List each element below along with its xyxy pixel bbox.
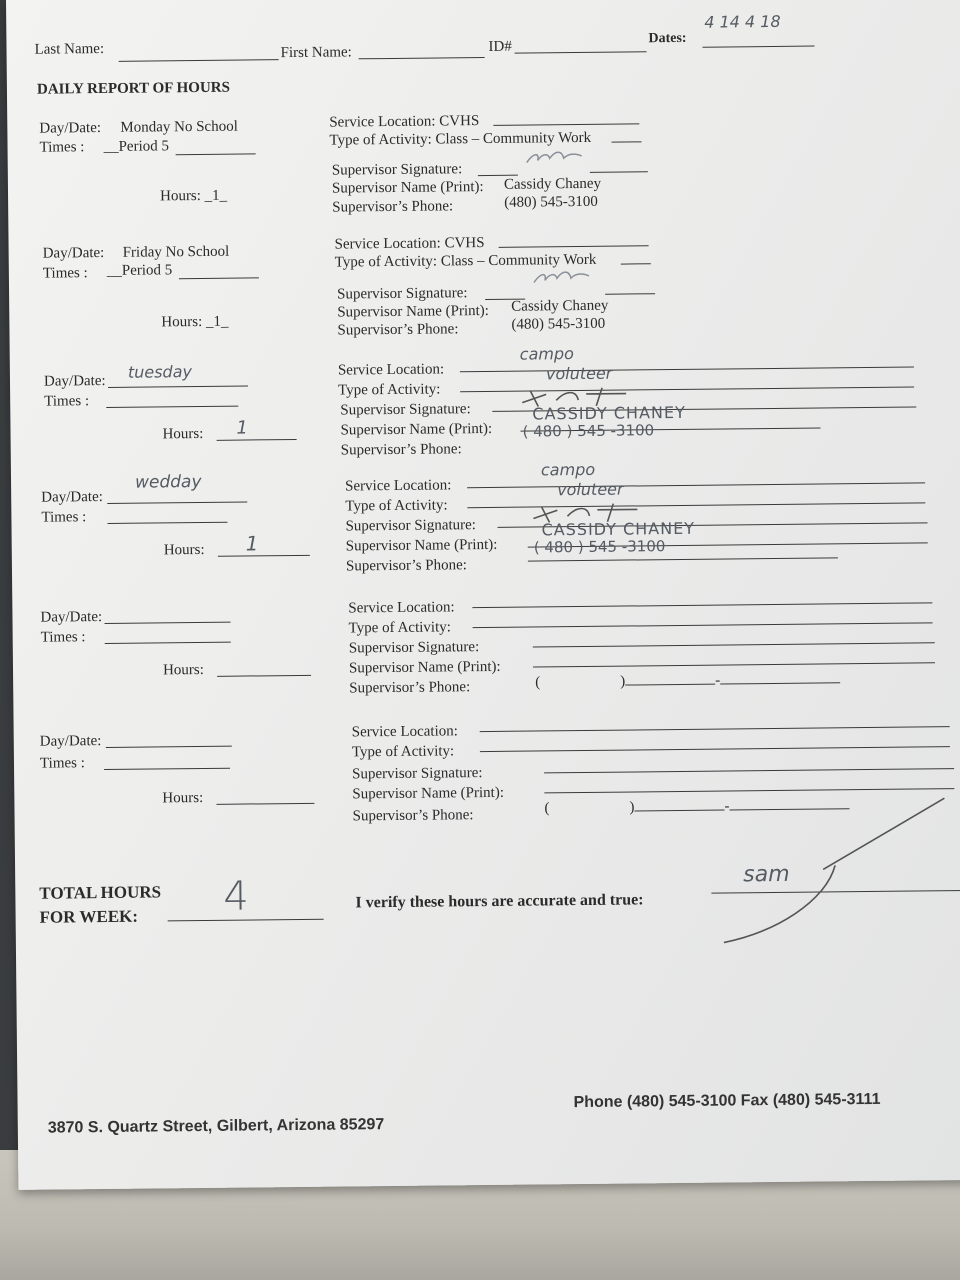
service-location: Service Location: CVHS <box>334 235 485 253</box>
service-location-hand: campo <box>519 344 574 364</box>
supervisor-phone-label: Supervisor’s Phone: <box>340 441 462 459</box>
times-line <box>106 406 238 408</box>
dates-field <box>703 46 815 48</box>
day-date-line <box>106 746 232 748</box>
hours-label: Hours: <box>162 789 204 807</box>
activity-line <box>473 622 933 628</box>
supervisor-phone-value: (480) 545-3100 <box>504 193 598 211</box>
verify-label: I verify these hours are accurate and true: <box>355 891 644 912</box>
times-value: __Period 5 <box>106 262 173 279</box>
times-line <box>104 768 230 770</box>
hours-hand: 1 <box>245 531 259 556</box>
times-label: Times : <box>40 629 86 646</box>
service-location-label: Service Location: <box>351 723 458 741</box>
hours-line <box>217 439 297 441</box>
times-label: Times : <box>39 755 85 772</box>
activity-hand: voluteer <box>545 363 613 384</box>
hours-label: Hours: <box>162 661 204 679</box>
supervisor-name-label: Supervisor Name (Print): <box>340 420 493 439</box>
supervisor-signature-2 <box>529 264 599 291</box>
times-value: __Period 5 <box>103 138 170 155</box>
total-hours-hand: 4 <box>223 873 250 920</box>
day-date-line <box>108 385 248 387</box>
times-line <box>176 153 256 155</box>
phone-blank: ( ) - <box>535 671 840 691</box>
service-location-line <box>499 245 649 248</box>
supervisor-name-hand: CASSIDY CHANEY <box>532 402 686 424</box>
day-date-label: Day/Date: <box>39 120 102 137</box>
supervisor-name-hand: CASSIDY CHANEY <box>541 518 696 540</box>
supervisor-name-label: Supervisor Name (Print): <box>348 658 501 677</box>
day-date-value: Friday No School <box>122 243 230 261</box>
times-label: Times : <box>42 265 88 282</box>
signature-line <box>533 642 935 647</box>
day-date-label: Day/Date: <box>40 609 103 626</box>
timesheet-page <box>6 0 960 1190</box>
hours-value: Hours: _1_ <box>161 313 229 331</box>
hours-line <box>216 803 314 805</box>
activity-hand: voluteer <box>557 479 624 500</box>
supervisor-signature-label: Supervisor Signature: <box>352 765 483 783</box>
supervisor-phone-value: (480) 545-3100 <box>511 315 606 333</box>
signature-line-b <box>605 293 655 295</box>
verify-signature-hand: sam <box>743 861 790 888</box>
dates-label: Dates: <box>648 30 687 47</box>
id-field <box>515 51 647 53</box>
type-of-activity: Type of Activity: Class – Community Work <box>334 251 597 271</box>
supervisor-phone-label: Supervisor’s Phone: <box>332 198 454 216</box>
day-date-label: Day/Date: <box>42 244 105 262</box>
supervisor-phone-label: Supervisor’s Phone: <box>345 557 468 575</box>
service-location-line <box>480 726 950 732</box>
service-location-line <box>460 367 914 373</box>
supervisor-phone-hand: ( 480 ) 545 -3100 <box>533 537 666 557</box>
day-date-label: Day/Date: <box>39 733 102 750</box>
service-location-label: Service Location: <box>345 477 452 495</box>
supervisor-signature-label: Supervisor Signature: <box>331 161 463 179</box>
supervisor-signature-label: Supervisor Signature: <box>345 517 477 535</box>
supervisor-phone-line <box>528 557 838 561</box>
first-name-label: First Name: <box>280 44 352 62</box>
day-date-label: Day/Date: <box>41 489 103 506</box>
hours-label: Hours: <box>163 541 205 559</box>
supervisor-name-line <box>533 662 935 667</box>
type-of-activity-label: Type of Activity: <box>348 619 451 637</box>
last-name-field <box>119 59 279 62</box>
supervisor-signature-label: Supervisor Signature: <box>340 401 471 419</box>
hours-hand: 1 <box>236 417 249 439</box>
activity-line <box>480 746 950 752</box>
type-of-activity-label: Type of Activity: <box>345 497 448 515</box>
type-of-activity: Type of Activity: Class – Community Work <box>329 129 592 149</box>
verify-signature-stroke <box>704 790 960 953</box>
supervisor-name-label: Supervisor Name (Print): <box>352 784 505 803</box>
supervisor-signature-1 <box>522 144 592 171</box>
supervisor-name-label: Supervisor Name (Print): <box>345 536 498 555</box>
total-hours-label-2: FOR WEEK: <box>39 906 139 927</box>
type-of-activity-label: Type of Activity: <box>338 381 441 399</box>
times-line <box>107 522 227 524</box>
hours-line <box>217 675 311 677</box>
activity-line <box>621 263 651 264</box>
supervisor-phone-label: Supervisor’s Phone: <box>352 807 474 825</box>
supervisor-name-value: Cassidy Chaney <box>503 175 602 193</box>
supervisor-signature-label: Supervisor Signature: <box>337 285 468 303</box>
footer-phone-fax: Phone (480) 545-3100 Fax (480) 545-3111 <box>573 1090 881 1112</box>
day-date-hand: wedday <box>134 471 202 493</box>
id-label: ID# <box>488 38 512 55</box>
last-name-label: Last Name: <box>34 40 105 58</box>
form-title: DAILY REPORT OF HOURS <box>36 79 230 98</box>
supervisor-phone-label: Supervisor’s Phone: <box>349 679 471 697</box>
phone-blank: ( ) - <box>544 797 849 817</box>
hours-value: Hours: _1_ <box>159 187 228 205</box>
day-date-label: Day/Date: <box>43 372 106 390</box>
times-label: Times : <box>44 393 90 410</box>
supervisor-phone-hand: ( 480 ) 545 -3100 <box>522 421 655 441</box>
first-name-field <box>359 57 485 59</box>
day-date-value: Monday No School <box>120 118 238 136</box>
times-label: Times : <box>41 509 87 526</box>
day-date-line <box>105 622 231 624</box>
activity-line <box>612 141 642 142</box>
dates-handwritten: 4 14 4 18 <box>704 11 781 32</box>
supervisor-name-label: Supervisor Name (Print): <box>331 179 484 197</box>
times-line <box>179 277 259 279</box>
supervisor-phone-label: Supervisor’s Phone: <box>337 321 459 339</box>
service-location-line <box>467 482 925 488</box>
day-date-hand: tuesday <box>127 362 193 382</box>
signature-line-b <box>590 171 648 173</box>
hours-line <box>218 555 310 557</box>
signature-line <box>544 768 954 773</box>
service-location: Service Location: CVHS <box>329 113 480 131</box>
supervisor-name-value: Cassidy Chaney <box>511 297 609 315</box>
hours-label: Hours: <box>162 425 204 443</box>
supervisor-signature-label: Supervisor Signature: <box>348 639 480 657</box>
service-location-hand: campo <box>540 459 596 480</box>
service-location-label: Service Location: <box>348 599 455 617</box>
footer-address: 3870 S. Quartz Street, Gilbert, Arizona 85297 <box>47 1116 385 1137</box>
times-label: Times : <box>39 139 85 156</box>
service-location-line <box>472 602 932 608</box>
total-hours-label-1: TOTAL HOURS <box>39 882 162 903</box>
day-date-line <box>107 502 247 504</box>
supervisor-name-label: Supervisor Name (Print): <box>337 302 490 321</box>
service-location-line <box>493 123 639 126</box>
service-location-label: Service Location: <box>337 361 445 379</box>
type-of-activity-label: Type of Activity: <box>351 743 455 761</box>
times-line <box>105 642 231 644</box>
